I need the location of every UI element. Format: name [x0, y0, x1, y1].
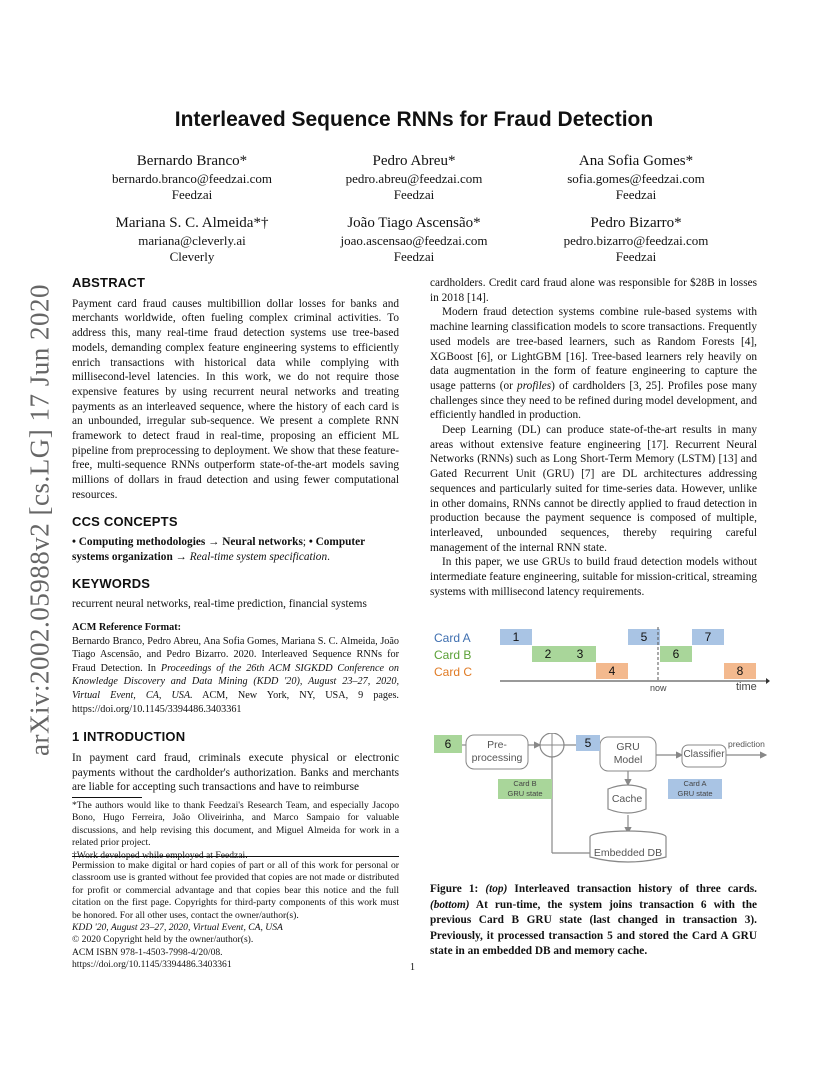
- arxiv-sidebar: [22, 280, 58, 760]
- page-number: 1: [410, 962, 415, 973]
- time-label: time: [736, 681, 757, 693]
- author-2: Pedro Abreu* pedro.abreu@feedzai.com Feedzai: [345, 153, 483, 202]
- ccs-text: • Computing methodologies → Neural networks; • Computer systems organization → Real-time system specification.: [72, 536, 365, 563]
- acm-reference: ACM Reference Format: Bernardo Branco, Pedro Abreu, Ana Sofia Gomes, Mariana S. C. Almeida, João Tiago Ascensão, and Pedro Bizarro. 2020. Interleaved Sequence RNNs for Fraud Detection. In Proceedings of the 26th ACM SIGKDD Conference on Knowledge Discovery and Data Mining (KDD '20), August 23–27, 2020, Virtual Event, CA, USA. ACM, New York, NY, USA, 9 pages. https://doi.org/10.1145/3394486.3403361: [72, 622, 399, 715]
- tx-6: 6: [660, 646, 692, 662]
- card-b-gru-state: Card B GRU state: [498, 779, 552, 799]
- preprocessing-box: Pre- processing: [471, 739, 523, 764]
- tx-3: 3: [564, 646, 596, 662]
- abstract-heading: ABSTRACT: [72, 275, 146, 290]
- right-p2: Modern fraud detection systems combine rule-based systems with machine learning classification models to score transactions. Frequently used models are tree-based learners, such as Random Forests [4], XGBoost [6], or LightGBM [16]. Tree-based learners rely heavily on data augmentation in the form of feature engineering to capture the usage patterns (or profiles) of cardholders [3, 25]. Profiles pose many challenges since they need to be refined during model development, and efficiently handled in production.: [430, 306, 757, 422]
- input-tx-6: 6: [434, 735, 462, 753]
- tx-2: 2: [532, 646, 564, 662]
- abstract-text: Payment card fraud causes multibillion dollar losses for banks and merchants worldwide, often fueling complex criminal activities. To address this, many real-time fraud detection systems use tree-based models, demanding complex feature engineering systems to efficiently enrich transactions with historical data while complying with millisecond-level latencies. In this work, we do not require those expensive features by using recurrent neural networks and treating payments as an interleaved sequence, where the history of each card is an unbounded, irregular sub-sequence. We present a complete RNN framework to detect fraud in real-time, proposing an efficient ML pipeline from preprocessing to deployment. We show that these feature-free, multi-sequence RNNs outperform state-of-the-art models saving millions of dollars in fraud detection and using fewer computational resources.: [72, 297, 399, 501]
- input-tx-5: 5: [576, 735, 600, 751]
- tx-7: 7: [692, 629, 724, 645]
- right-column: [430, 276, 757, 599]
- timeline-figure: [430, 625, 770, 700]
- card-a-label: Card A: [434, 631, 471, 645]
- prediction-label: prediction: [728, 739, 765, 749]
- now-label: now: [650, 683, 667, 693]
- keywords-heading: KEYWORDS: [72, 575, 151, 591]
- timeline-axis: [430, 625, 770, 700]
- system-figure: [430, 733, 770, 868]
- right-p4: In this paper, we use GRUs to build fraud detection models without intermediate feature engineering, suitable for mission-critical, streaming systems with millisecond latency requirements.: [430, 556, 757, 598]
- tx-1: 1: [500, 629, 532, 645]
- tx-4: 4: [596, 663, 628, 679]
- keywords-text: recurrent neural networks, real-time prediction, financial systems: [72, 598, 367, 611]
- paper-title: Interleaved Sequence RNNs for Fraud Detection: [174, 108, 654, 131]
- card-b-label: Card B: [434, 648, 472, 662]
- tx-5: 5: [628, 629, 660, 645]
- permission-block: Permission to make digital or hard copies of part or all of this work for personal or classroom use is granted without fee provided that copies are not made or distributed for profit or commercial advantage and that copies bear this notice and the full citation on the first page. Copyrights for third-party components of this work must be honored. For all other uses, contact the owner/author(s). KDD '20, August 23–27, 2020, Virtual Event, CA, USA © 2020 Copyright held by the owner/author(s). ACM ISBN 978-1-4503-7998-4/20/08. https://doi.org/10.1145/3394486.3403361: [72, 856, 399, 972]
- tx-8: 8: [724, 663, 756, 679]
- gru-model-box: GRU Model: [613, 741, 643, 766]
- card-c-label: Card C: [434, 665, 473, 679]
- ccs-heading: CCS CONCEPTS: [72, 513, 178, 529]
- author-4: Mariana S. C. Almeida*† mariana@cleverly.ai Cleverly: [115, 215, 269, 264]
- figure-caption: Figure 1: (top) Interleaved transaction history of three cards. (bottom) At run-time, the system joins transaction 6 with the previous Card B GRU state (last changed in transaction 3). Previously, it processed transaction 5 and stored the Card A GRU state in an embedded DB and memory cache.: [430, 883, 758, 957]
- right-p3: Deep Learning (DL) can produce state-of-the-art results in many areas without extensive feature engineering [17]. Recurrent Neural Networks (RNNs) such as Long Short-Term Memory (LSTM) [13] and Gated Recurrent Unit (GRU) [7] are DL architectures addressing sequences and particularly suited for time-series data. However, unlike in other domains, RNNs cannot be directly applied to fraud detection in production because the payment sequence is composed of multiple, interleaved, unbounded sequences, thereby requiring careful management of the internal RNN state.: [430, 424, 757, 554]
- intro-text: In payment card fraud, criminals execute physical or electronic payments without the cardholder's authorization. Banks and merchants are liable for accepting such transactions and have to reimburse: [72, 751, 399, 794]
- author-1: Bernardo Branco* bernardo.branco@feedzai.com Feedzai: [112, 153, 272, 202]
- author-3: Ana Sofia Gomes* sofia.gomes@feedzai.com Feedzai: [567, 153, 705, 202]
- cache-box: Cache: [611, 793, 643, 805]
- footnotes: *The authors would like to thank Feedzai's Research Team, and especially Jacopo Bono, Hugo Ferreira, João Oliveirinha, and Marco Sampaio for valuable discussions, and help revising this document, and Miguel Almeida for work in a related prior project. †Work developed while employed at Feedzai.: [72, 797, 399, 862]
- author-5: João Tiago Ascensão* joao.ascensao@feedzai.com Feedzai: [340, 215, 488, 264]
- right-p1: cardholders. Credit card fraud alone was responsible for $28B in losses in 2018 [14].: [430, 277, 757, 304]
- left-column: [72, 276, 399, 795]
- classifier-box: Classifier: [683, 749, 725, 760]
- intro-heading: 1 INTRODUCTION: [72, 729, 186, 745]
- author-6: Pedro Bizarro* pedro.bizarro@feedzai.com Feedzai: [563, 215, 709, 264]
- arxiv-id: arXiv:2002.05988v2 [cs.LG] 17 Jun 2020: [24, 284, 55, 756]
- embedded-db: Embedded DB: [593, 847, 663, 859]
- card-a-gru-state: Card A GRU state: [668, 779, 722, 799]
- permission-rule: [72, 856, 399, 857]
- footnote-rule: [72, 797, 142, 798]
